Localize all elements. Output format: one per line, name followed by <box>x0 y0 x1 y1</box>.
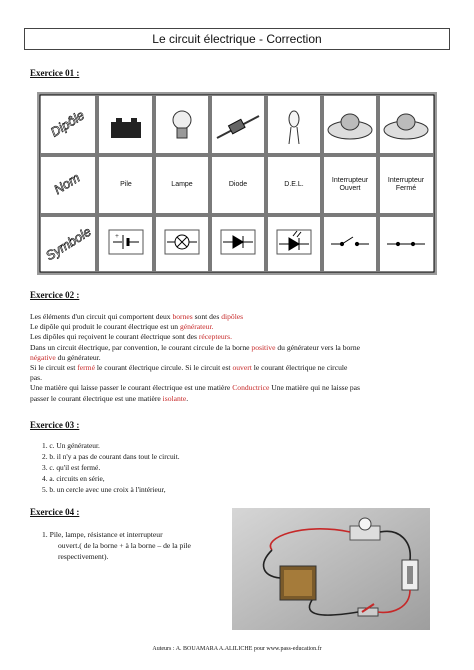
name-lampe: Lampe <box>171 181 193 188</box>
name-diode: Diode <box>228 181 248 188</box>
text-segment: le courant électrique ne circule <box>251 363 348 372</box>
ex2-heading: Exercice 02 : <box>30 290 80 300</box>
ex4-line: ouvert.( de la borne + à la borne – de la pile <box>58 541 191 550</box>
text-segment: Une matière qui ne laisse pas <box>269 383 361 393</box>
name-switch-closed: Interrupteur Fermé <box>387 177 425 192</box>
text-segment: le courant électrique circule. Si le circuit est <box>94 363 233 372</box>
answer-word: isolante <box>162 393 187 403</box>
footer-credits: Auteurs : A. BOUAMARA A.ALILICHE pour www.pass-education.fr <box>152 646 322 652</box>
list-item: 4. a. circuits en série, <box>42 474 105 483</box>
ex4-heading: Exercice 04 : <box>30 507 80 517</box>
text-segment: Une matière qui laisse passer le courant électrique est une matière <box>30 383 233 393</box>
ex4-line: 1. Pile, lampe, résistance et interrupteur <box>42 530 163 539</box>
list-item: 2. b. il n'y a pas de courant dans tout le circuit. <box>42 452 180 461</box>
text-segment: du générateur vers la borne <box>275 342 360 352</box>
text-segment: Les éléments d'un circuit qui comportent deux <box>30 312 173 321</box>
list-item: 1. c. Un générateur. <box>42 441 100 450</box>
name-del: D.E.L. <box>284 181 304 188</box>
answer-word: bornes <box>172 312 193 321</box>
row-label-nom: Nom <box>51 169 83 198</box>
lamp-symbol-icon <box>165 230 199 254</box>
text-segment: passer le courant électrique est une matière <box>30 393 163 403</box>
battery-symbol-icon <box>109 230 143 254</box>
resistor-icon <box>402 560 418 590</box>
ex2-line <box>30 363 347 373</box>
text-segment: Si le circuit est <box>30 363 78 372</box>
ex2-line <box>30 332 232 342</box>
ex4-line: respectivement). <box>58 552 109 561</box>
answer-word: fermé <box>77 363 95 372</box>
ex2-line <box>30 322 213 332</box>
row-label-symbole: Symbole <box>42 223 94 264</box>
text-segment: du générateur. <box>55 352 101 362</box>
ex2-line <box>30 373 42 383</box>
text-segment: . <box>186 393 189 403</box>
answer-word: ouvert <box>232 363 252 372</box>
text-segment: Le dipôle qui produit le courant électrique est un <box>30 322 180 332</box>
ex2-line <box>30 312 243 322</box>
answer-word: négative <box>30 352 56 362</box>
answer-word: Conductrice <box>232 383 270 393</box>
list-item: 5. b. un cercle avec une croix à l'intérieur, <box>42 485 166 494</box>
diode-symbol-icon <box>221 230 255 254</box>
name-pile: Pile <box>120 181 132 188</box>
text-segment: Les dipôles qui reçoivent le courant électrique sont des <box>30 332 199 342</box>
ex2-line <box>30 353 101 363</box>
ex1-heading: Exercice 01 : <box>30 68 80 78</box>
ex2-line <box>30 394 188 404</box>
ex2-line <box>30 343 360 353</box>
ex3-heading: Exercice 03 : <box>30 420 80 430</box>
list-item: 3. c. qu'il est fermé. <box>42 463 101 472</box>
name-switch-open: Interrupteur Ouvert <box>331 177 369 192</box>
battery-icon <box>280 566 316 600</box>
answer-word: dipôles <box>221 312 244 321</box>
text-segment: Dans un circuit électrique, par convention, le courant circule de la borne <box>30 342 252 352</box>
svg-text:+: + <box>115 232 119 240</box>
dipole-table <box>37 92 437 275</box>
ex3-answers <box>42 440 180 495</box>
answer-word: générateur. <box>179 322 214 332</box>
row-label-dipole: Dipôle <box>47 107 88 140</box>
page-title: Le circuit électrique - Correction <box>24 28 450 50</box>
circuit-photo <box>232 508 430 630</box>
answer-word: récepteurs. <box>198 332 233 342</box>
answer-word: positive <box>251 342 276 352</box>
led-symbol-icon <box>277 230 311 254</box>
text-segment: pas. <box>30 373 43 383</box>
ex2-line <box>30 383 360 393</box>
text-segment: sont des <box>192 312 222 321</box>
